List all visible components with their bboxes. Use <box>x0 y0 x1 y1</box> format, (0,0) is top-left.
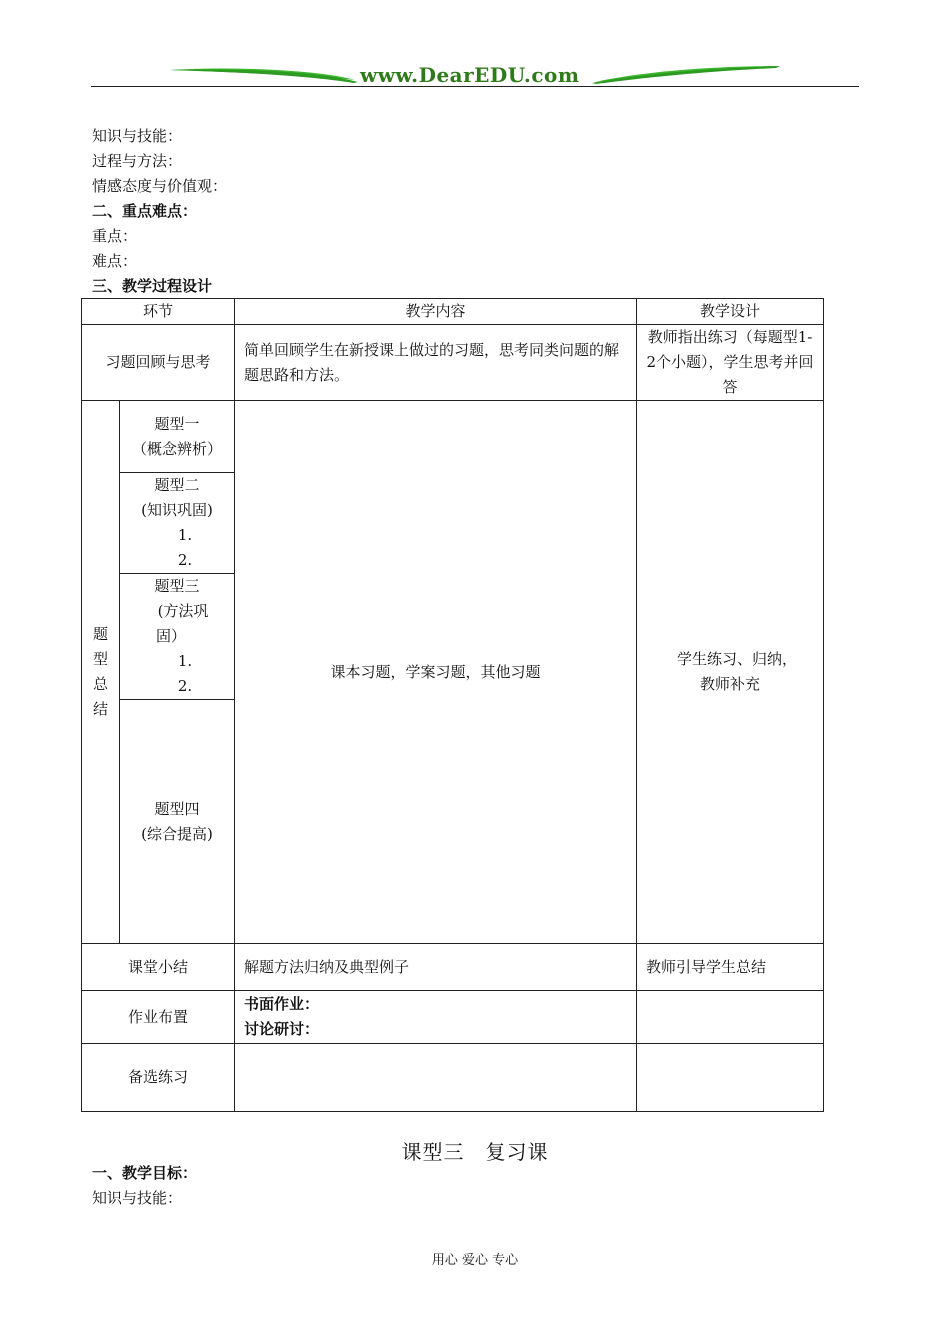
type3-sub2: 固） <box>155 627 186 645</box>
type2-item2: 2. <box>177 551 193 569</box>
review-content: 简单回顾学生在新授课上做过的习题，思考同类问题的解题思路和方法。 <box>235 325 637 401</box>
goals-heading: 一、教学目标： <box>92 1164 198 1182</box>
key-points-heading: 二、重点难点： <box>92 202 198 220</box>
type4-cell <box>120 700 235 944</box>
method-line: 过程与方法： <box>92 152 183 170</box>
teaching-process-table <box>81 298 824 1112</box>
type3-title: 题型三 <box>154 577 200 595</box>
summary-label-char: 题 <box>92 625 108 643</box>
goals-skills-line: 知识与技能： <box>92 1189 183 1207</box>
homework-written: 书面作业： <box>244 995 320 1013</box>
type2-sub: (知识巩固) <box>141 501 213 519</box>
header-content: 教学内容 <box>235 299 637 325</box>
header-rule <box>91 86 859 87</box>
table-header-row <box>82 299 824 325</box>
type2-cell <box>120 473 235 574</box>
section-title: 课型三 复习课 <box>401 1140 549 1164</box>
summary-label-char: 型 <box>92 650 108 668</box>
header-design: 教学设计 <box>637 299 824 325</box>
summary-label-char: 总 <box>92 675 108 693</box>
page-footer: 用心 爱心 专心 <box>431 1253 519 1268</box>
homework-content <box>235 991 637 1044</box>
summary-design <box>637 401 824 944</box>
type3-cell <box>120 574 235 700</box>
type3-sub1: (方法巩 <box>157 602 209 620</box>
type4-sub: (综合提高) <box>141 824 213 843</box>
type4-title: 题型四 <box>154 799 200 818</box>
header-stage: 环节 <box>82 299 235 325</box>
review-row <box>82 325 824 401</box>
skills-line: 知识与技能： <box>92 127 183 145</box>
class-summary-design: 教师引导学生总结 <box>637 944 824 991</box>
process-heading: 三、教学过程设计 <box>92 277 213 295</box>
header-logo-text: www.DearEDU.com <box>360 63 580 87</box>
type3-item1: 1. <box>177 652 193 670</box>
summary-label <box>82 401 120 944</box>
homework-row <box>82 991 824 1044</box>
homework-stage: 作业布置 <box>82 991 235 1044</box>
review-design: 教师指出练习（每题型1-2个小题），学生思考并回答 <box>637 325 824 401</box>
extra-stage: 备选练习 <box>82 1044 235 1112</box>
summary-design-line1: 学生练习、归纳， <box>676 650 797 668</box>
type3-item2: 2. <box>177 677 193 695</box>
class-summary-stage: 课堂小结 <box>82 944 235 991</box>
difficult-line: 难点： <box>92 252 138 270</box>
type2-item1: 1. <box>177 526 193 544</box>
review-stage: 习题回顾与思考 <box>82 325 235 401</box>
homework-discussion: 讨论研讨： <box>244 1020 320 1038</box>
attitude-line: 情感态度与价值观： <box>92 177 228 195</box>
type1-title: 题型一 <box>154 414 200 433</box>
summary-label-char: 结 <box>92 700 108 718</box>
summary-row-type1 <box>82 401 824 473</box>
type1-cell <box>120 401 235 473</box>
class-summary-row <box>82 944 824 991</box>
type1-sub: （概念辨析） <box>131 439 222 458</box>
type2-title: 题型二 <box>154 476 200 494</box>
extra-row <box>82 1044 824 1112</box>
extra-content <box>235 1044 637 1112</box>
summary-design-line2: 教师补充 <box>699 675 760 693</box>
extra-design <box>637 1044 824 1112</box>
important-line: 重点： <box>92 227 138 245</box>
class-summary-content: 解题方法归纳及典型例子 <box>235 944 637 991</box>
homework-design <box>637 991 824 1044</box>
summary-content: 课本习题，学案习题，其他习题 <box>235 401 637 944</box>
